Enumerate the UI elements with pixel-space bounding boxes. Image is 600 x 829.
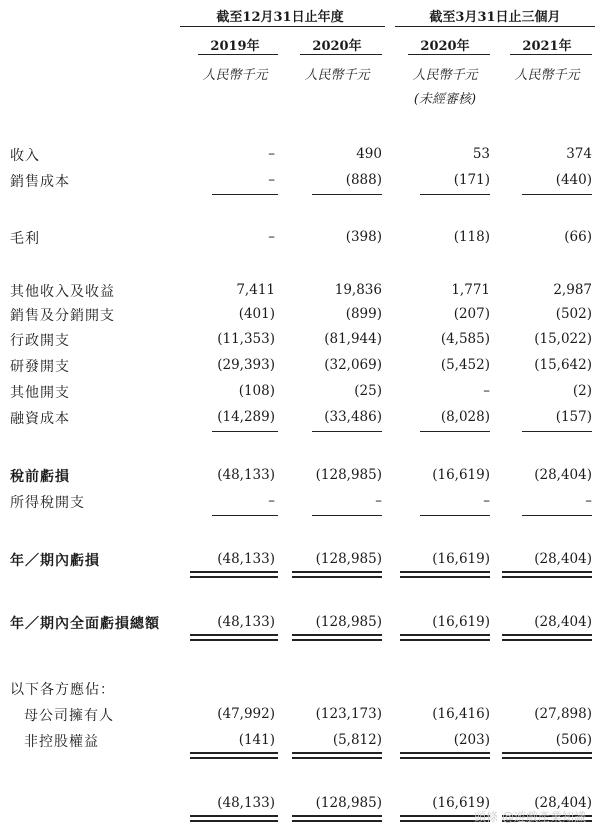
- row-value: (16,416): [432, 706, 490, 722]
- row-value: (899): [345, 306, 382, 322]
- row-value: (888): [345, 172, 382, 188]
- row-label-loss-before-tax: 稅前虧損: [10, 469, 70, 485]
- subtotal-rule: [312, 194, 382, 195]
- row-value: (8,028): [440, 409, 490, 425]
- total-double-rule: [400, 634, 490, 641]
- row-label-revenue: 收入: [10, 148, 40, 164]
- row-value: –: [268, 146, 275, 162]
- row-value: –: [375, 493, 382, 509]
- watermark: 頭條 @遊戲產業知識: [474, 810, 586, 824]
- total-double-rule: [400, 752, 490, 759]
- row-label-selling-expenses: 銷售及分銷開支: [10, 308, 115, 324]
- row-value: (28,404): [534, 467, 592, 483]
- row-label-income-tax: 所得稅開支: [10, 495, 85, 511]
- row-value: (4,585): [440, 331, 490, 347]
- row-value: –: [268, 493, 275, 509]
- row-value: (128,985): [315, 467, 382, 483]
- row-value: (81,944): [324, 331, 382, 347]
- row-value: (108): [238, 383, 275, 399]
- row-value: (157): [555, 409, 592, 425]
- row-value: (128,985): [315, 614, 382, 630]
- total-double-rule: [190, 815, 278, 822]
- subtotal-rule: [420, 515, 490, 516]
- row-value: (171): [453, 172, 490, 188]
- row-label-owners-of-parent: 母公司擁有人: [24, 708, 114, 724]
- row-value: (16,619): [432, 614, 490, 630]
- row-value: (506): [555, 732, 592, 748]
- row-label-non-controlling: 非控股權益: [24, 734, 99, 750]
- unit-col4: 人民幣千元: [514, 68, 580, 83]
- row-value: 490: [356, 146, 382, 162]
- row-label-admin-expenses: 行政開支: [10, 333, 70, 349]
- row-label-attributable-to: 以下各方應佔：: [10, 682, 115, 698]
- header-year-ended: 截至12月31日止年度: [216, 10, 344, 25]
- row-value: (15,642): [534, 357, 592, 373]
- row-value: (29,393): [217, 357, 275, 373]
- total-double-rule: [502, 571, 592, 578]
- subtotal-rule: [522, 515, 592, 516]
- row-value: 19,836: [334, 282, 382, 298]
- subtotal-rule: [312, 431, 382, 432]
- subtotal-rule: [212, 194, 278, 195]
- row-value: 1,771: [451, 282, 490, 298]
- total-double-rule: [292, 634, 382, 641]
- header-three-months: 截至3月31日止三個月: [429, 10, 561, 25]
- row-label-cost-of-sales: 銷售成本: [10, 174, 70, 190]
- total-double-rule: [292, 752, 382, 759]
- row-value: (440): [555, 172, 592, 188]
- col-rule-1: [198, 54, 278, 55]
- row-value: 53: [472, 146, 490, 162]
- row-label-total-comprehensive-loss: 年／期內全面虧損總額: [10, 616, 160, 632]
- row-value: (502): [555, 306, 592, 322]
- col-rule-3: [408, 54, 490, 55]
- total-double-rule: [502, 634, 592, 641]
- row-value: (48,133): [217, 614, 275, 630]
- total-double-rule: [502, 752, 592, 759]
- row-value: (401): [238, 306, 275, 322]
- total-double-rule: [190, 571, 278, 578]
- row-value: (16,619): [432, 551, 490, 567]
- row-value: (11,353): [217, 331, 275, 347]
- row-value: (5,812): [332, 732, 382, 748]
- row-label-other-income: 其他收入及收益: [10, 284, 115, 300]
- row-value: (28,404): [534, 551, 592, 567]
- row-value: (398): [345, 229, 382, 245]
- row-value: (14,289): [217, 409, 275, 425]
- row-value: (16,619): [432, 467, 490, 483]
- row-value: (28,404): [534, 795, 592, 811]
- row-value: –: [268, 172, 275, 188]
- row-value: 2,987: [553, 282, 592, 298]
- row-value: –: [483, 383, 490, 399]
- header-rule-2: [395, 26, 595, 27]
- col-2020-year: 2020年: [312, 39, 362, 54]
- row-value: (33,486): [324, 409, 382, 425]
- row-value: (16,619): [432, 795, 490, 811]
- row-value: (48,133): [217, 551, 275, 567]
- subtotal-rule: [522, 431, 592, 432]
- row-value: (128,985): [315, 551, 382, 567]
- row-value: (48,133): [217, 795, 275, 811]
- row-value: (32,069): [324, 357, 382, 373]
- row-value: (66): [564, 229, 592, 245]
- row-value: (5,452): [440, 357, 490, 373]
- col-2020-q1: 2020年: [420, 39, 470, 54]
- row-value: (25): [354, 383, 382, 399]
- row-value: (207): [453, 306, 490, 322]
- row-value: (15,022): [534, 331, 592, 347]
- row-value: (27,898): [534, 706, 592, 722]
- row-value: (28,404): [534, 614, 592, 630]
- col-rule-2: [300, 54, 382, 55]
- row-label-loss-for-period: 年／期內虧損: [10, 553, 100, 569]
- total-double-rule: [292, 815, 382, 822]
- unit-col1: 人民幣千元: [202, 68, 268, 83]
- unit-col3: 人民幣千元: [412, 68, 478, 83]
- subtotal-rule: [212, 515, 278, 516]
- row-value: 374: [566, 146, 592, 162]
- header-rule-1: [180, 26, 385, 27]
- row-value: (128,985): [315, 795, 382, 811]
- row-value: (2): [572, 383, 592, 399]
- total-double-rule: [190, 752, 278, 759]
- row-value: –: [483, 493, 490, 509]
- subtotal-rule: [522, 194, 592, 195]
- col-2021-q1: 2021年: [522, 39, 572, 54]
- subtotal-rule: [312, 515, 382, 516]
- row-label-other-expenses: 其他開支: [10, 385, 70, 401]
- total-double-rule: [292, 571, 382, 578]
- row-value: (47,992): [217, 706, 275, 722]
- row-value: –: [268, 229, 275, 245]
- subtotal-rule: [420, 194, 490, 195]
- row-value: (203): [453, 732, 490, 748]
- row-value: (141): [238, 732, 275, 748]
- row-value: (48,133): [217, 467, 275, 483]
- row-label-rd-expenses: 研發開支: [10, 359, 70, 375]
- row-value: (118): [453, 229, 490, 245]
- row-value: –: [585, 493, 592, 509]
- col-rule-4: [510, 54, 592, 55]
- row-label-finance-costs: 融資成本: [10, 411, 70, 427]
- unaudited-note: (未經審核): [413, 92, 477, 107]
- row-value: (123,173): [315, 706, 382, 722]
- subtotal-rule: [420, 431, 490, 432]
- row-value: 7,411: [236, 282, 275, 298]
- total-double-rule: [400, 571, 490, 578]
- subtotal-rule: [212, 431, 278, 432]
- col-2019-year: 2019年: [210, 39, 260, 54]
- row-label-gross-profit: 毛利: [10, 231, 40, 247]
- total-double-rule: [190, 634, 278, 641]
- unit-col2: 人民幣千元: [304, 68, 370, 83]
